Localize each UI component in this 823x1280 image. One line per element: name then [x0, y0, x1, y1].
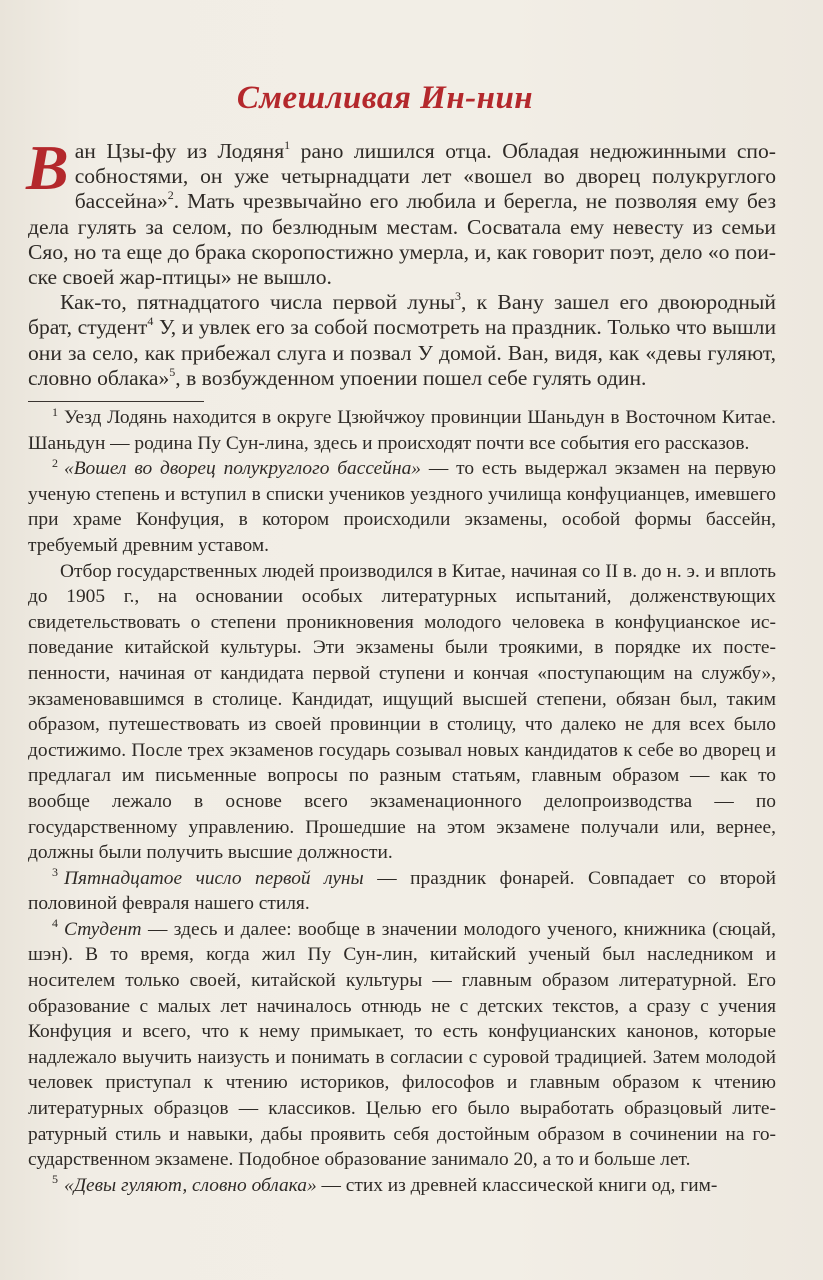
- story-paragraph-1: Ван Цзы-фу из Лодяня$^1$ рано лишился отца. Обладая недюжинными способностями, он уже четырнадцати лет «вошел во дворец полукруглого бассейна»$^2$. Мать чрезвычайно его любила и берегла, не позволяя ему без дела гулять за селом, по безлюдным местам. Сосватала ему невесту из семьи Сяо, но та еще до брака скоропостижно умерла, и, как говорит поэт, дело «о поиске своей жар-птицы» не вышло.: [26, 132, 776, 290]
- footnote-2: $^2$ «Вошел во дворец полукруглого бассейна» — то есть выдержал экзамен на первую ученую степень и вступил в списки учеников уездного училища конфуцианцев, имевшего при храме Конфуция, в котором происходили экзамены, особой формы бассейн, требуемый древним уставом.: [28, 455, 776, 556]
- footnote-3: $^3$ Пятнадцатое число первой луны — праздник фонарей. Совпадает со второй половиной февраля нашего стиля.: [28, 865, 776, 915]
- chapter-title: Смешливая Ин-нин: [236, 80, 534, 116]
- footnote-divider: [28, 401, 204, 402]
- story-text: [26, 132, 776, 391]
- footnote-mark: 1: [284, 137, 291, 152]
- footnote-1: $^1$ Уезд Лодянь находится в округе Цзюйчжоу провинции Шаньдун в Восточном Китае. Шаньдун — родина Пу Сун-лина, здесь и происходят почти все события его рассказов.: [28, 404, 776, 454]
- footnote-4: $^4$ Студент — здесь и далее: вообще в значении молодого ученого, книжника (сюцай, шэн). В то время, когда жил Пу Сун-лин, китайский ученый был наследником и носителем только своей, китайской культуры — главным образом литературной. Его образование с малых лет начиналось отнюдь не с детских текстов, а сразу с учения Конфуция и всего, что к нему примыкает, то есть конфуцианских канонов, которые надлежало выучить наизусть и понимать в согласии с суровой традицией. Затем молодой человек приступал к чтению историков, философов и главным образом к чтению литературных образцов — классиков. Целью его было выработать образцовый литературный стиль и навыки, дабы проявить себя достойным образом в сочинении на государственном экзамене. Подобное образование занимало 20, а то и больше лет.: [28, 916, 776, 1171]
- footnote-mark: 3: [454, 289, 461, 304]
- story-paragraph-2: Как-то, пятнадцатого числа первой луны$^3$, к Вану зашел его двоюродный брат, студент$^4$ У, и увлек его за собой посмотреть на праздник. Только что вышли они за село, как прибежал слуга и позвал У домой. Ван, видя, как «девы гуляют, словно облака»$^5$, в возбужденном упоении пошел себе гулять один.: [28, 289, 776, 390]
- footnotes: [28, 405, 776, 1198]
- drop-cap: В: [26, 132, 69, 203]
- footnote-mark: 2: [167, 188, 174, 203]
- footnote-mark: 5: [169, 364, 176, 379]
- footnote-mark: 4: [147, 314, 154, 329]
- footnote-5: $^5$ «Девы гуляют, словно облака» — стих из древней классической книги од, гим-: [52, 1172, 718, 1196]
- footnote-2-continuation: Отбор государственных людей производился в Китае, начиная со II в. до н. э. и вплоть до 1905 г., на основании особых литературных испытаний, долженствующих свидетельствовать о степени проникновения молодого человека в конфуцианское исповедание китайской культуры. Эти экзамены были троякими, в порядке их постепенности, начиная от кандидата первой ступени и кончая «поступающим на службу», экзаменовавшимся в столице. Кандидат, ищущий высшей степени, обязан был, таким образом, путешествовать из своей провинции в столицу, что далеко не для всех было достижимо. После трех экзаменов государь созывал новых кандидатов к себе во дворец и предлагал им письменные вопросы по разным статьям, главным образом — как то вообще лежало в основе всего экзаменационного делопроизводства — по государственному управлению. Прошедшие на этом экзамене получали или, вернее, должны были получить высшие должности.: [28, 560, 776, 864]
- show-through-text: [0, 0, 823, 60]
